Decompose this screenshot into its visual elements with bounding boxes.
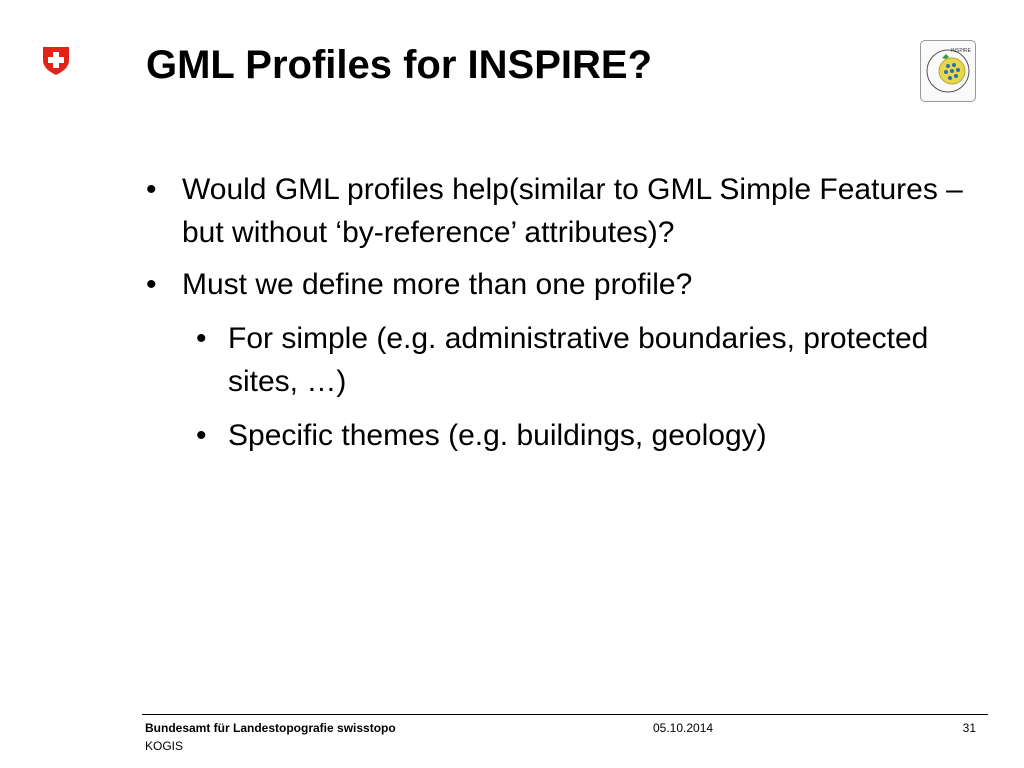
footer-unit: KOGIS: [145, 739, 184, 753]
list-item: [146, 168, 1006, 254]
inspire-logo-text: INSPIRE: [951, 48, 972, 54]
inspire-logo-icon: [920, 40, 976, 102]
bullet-marker: •: [146, 173, 157, 206]
bullet-marker: •: [196, 419, 207, 452]
list-item-text: For simple (e.g. administrative boundaries, protected sites, …): [228, 322, 929, 398]
list-item-text: Must we define more than one profile?: [182, 268, 693, 301]
list-item: [146, 263, 1006, 306]
footer-divider: [142, 714, 988, 715]
list-item-text: Specific themes (e.g. buildings, geology): [228, 419, 767, 452]
page-number: 31: [962, 721, 976, 735]
bullet-marker: •: [196, 322, 207, 355]
footer-organization: Bundesamt für Landestopografie swisstopo: [145, 721, 396, 735]
sub-list-item: [196, 414, 996, 457]
footer-date: 05.10.2014: [653, 721, 714, 735]
sub-list-item: [196, 317, 996, 403]
slide-title: GML Profiles for INSPIRE?: [146, 43, 652, 87]
list-item-text: Would GML profiles help(similar to GML Simple Features – but without ‘by-reference’ attributes)?: [182, 173, 963, 249]
swiss-cross-icon: [40, 44, 72, 76]
bullet-marker: •: [146, 268, 157, 301]
